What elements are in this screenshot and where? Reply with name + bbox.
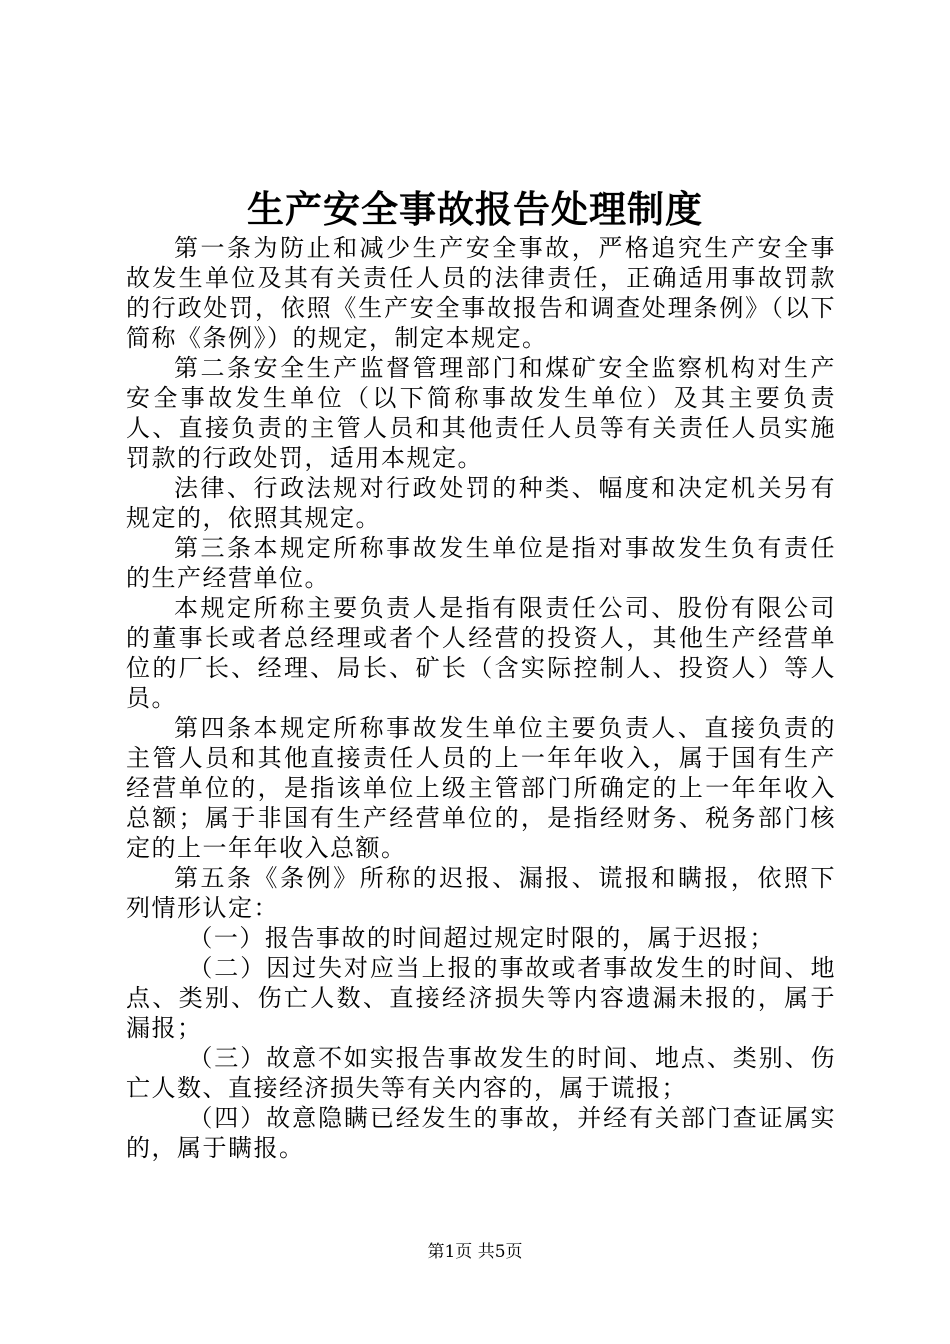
paragraph-article-3-note: 本规定所称主要负责人是指有限责任公司、股份有限公司的董事长或者总经理或者个人经营的投资人，其他生产经营单位的厂长、经理、局长、矿长（含实际控制人、投资人）等人员。 — [126, 594, 836, 712]
paragraph-article-5: 第五条《条例》所称的迟报、漏报、谎报和瞒报，依照下列情形认定： — [126, 864, 836, 922]
list-item-4: （四）故意隐瞒已经发生的事故，并经有关部门查证属实的，属于瞒报。 — [126, 1104, 836, 1162]
paragraph-article-2: 第二条安全生产监督管理部门和煤矿安全监察机构对生产安全事故发生单位（以下简称事故发生单位）及其主要负责人、直接负责的主管人员和其他责任人员等有关责任人员实施罚款的行政处罚，适用本规定。 — [126, 354, 836, 472]
paragraph-article-2-note: 法律、行政法规对行政处罚的种类、幅度和决定机关另有规定的，依照其规定。 — [126, 474, 836, 532]
page-number-footer: 第1页 共5页 — [427, 1242, 523, 1262]
paragraph-article-1: 第一条为防止和减少生产安全事故，严格追究生产安全事故发生单位及其有关责任人员的法律责任，正确适用事故罚款的行政处罚，依照《生产安全事故报告和调查处理条例》（以下简称《条例》）的规定，制定本规定。 — [126, 234, 836, 352]
document-body — [126, 233, 836, 1163]
list-item-1: （一）报告事故的时间超过规定时限的，属于迟报； — [188, 924, 775, 952]
list-item-3: （三）故意不如实报告事故发生的时间、地点、类别、伤亡人数、直接经济损失等有关内容的，属于谎报； — [126, 1044, 836, 1102]
paragraph-article-3: 第三条本规定所称事故发生单位是指对事故发生负有责任的生产经营单位。 — [126, 534, 836, 592]
list-item-2: （二）因过失对应当上报的事故或者事故发生的时间、地点、类别、伤亡人数、直接经济损失等内容遗漏未报的，属于漏报； — [126, 954, 836, 1042]
document-title: 生产安全事故报告处理制度 — [247, 187, 703, 231]
paragraph-article-4: 第四条本规定所称事故发生单位主要负责人、直接负责的主管人员和其他直接责任人员的上一年年收入，属于国有生产经营单位的，是指该单位上级主管部门所确定的上一年年收入总额；属于非国有生产经营单位的，是指经财务、税务部门核定的上一年年收入总额。 — [126, 714, 836, 862]
